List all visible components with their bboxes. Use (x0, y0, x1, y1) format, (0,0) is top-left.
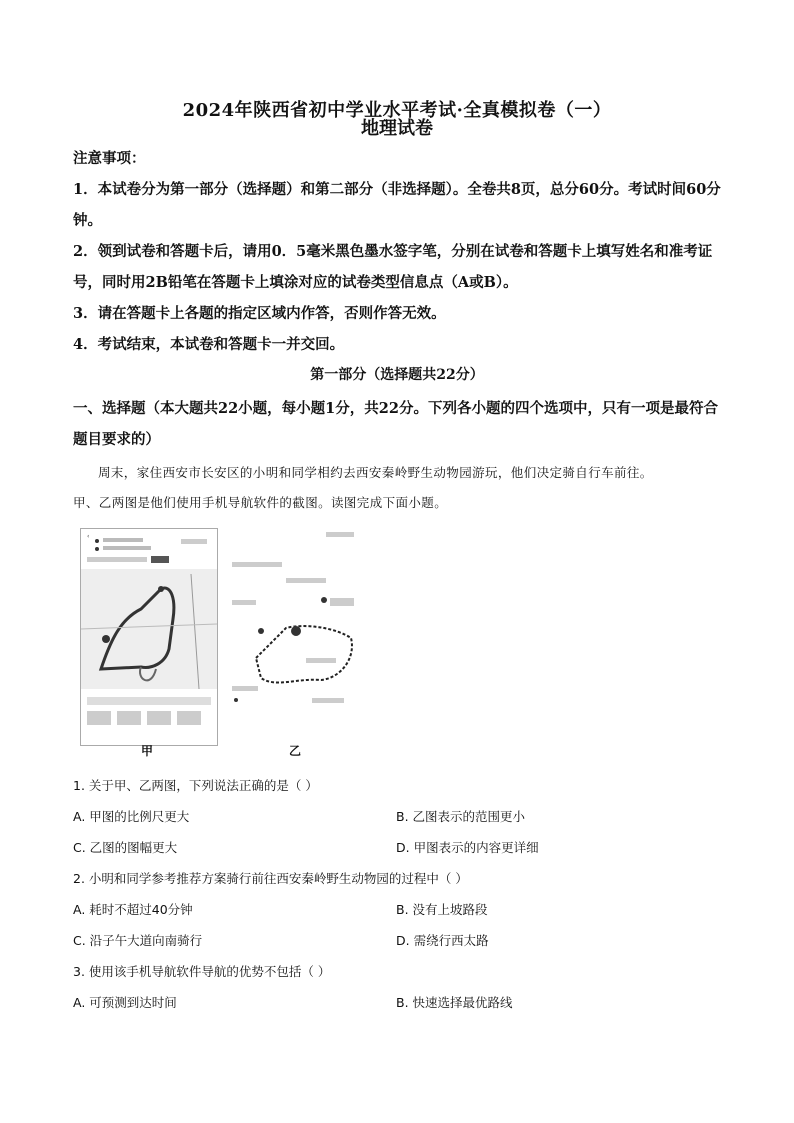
q1-option-a: A. 甲图的比例尺更大 (73, 809, 190, 824)
exam-subtitle: 地理试卷 (361, 118, 433, 139)
q1-option-c: C. 乙图的图幅更大 (73, 840, 178, 855)
question-3-stem: 3. 使用该手机导航软件导航的优势不包括（ ） (73, 964, 331, 979)
map-yi-label: 乙 (289, 744, 302, 758)
q2-option-a: A. 耗时不超过40分钟 (73, 902, 193, 917)
notice-item: 4．考试结束，本试卷和答题卡一并交回。 (73, 336, 345, 353)
notice-item: 2．领到试卷和答题卡后，请用0．5毫米黑色墨水签字笔，分别在试卷和答题卡上填写姓名和准考证号，同时用2B铅笔在答题卡上填涂对应的试卷类型信息点（A或B）。 (73, 243, 713, 291)
passage-line: 甲、乙两图是他们使用手机导航软件的截图。读图完成下面小题。 (73, 495, 448, 510)
notice-item: 1．本试卷分为第一部分（选择题）和第二部分（非选择题）。全卷共8页，总分60分。考试时间60分钟。 (73, 181, 721, 229)
map-yi-image (226, 528, 362, 728)
section-heading: 一、选择题（本大题共22小题，每小题1分，共22分。下列各小题的四个选项中，只有一项是最符合题目要求的） (73, 400, 718, 448)
notice-list (73, 174, 723, 360)
question-2-stem: 2. 小明和同学参考推荐方案骑行前往西安秦岭野生动物园的过程中（ ） (73, 871, 468, 886)
q1-option-d: D. 甲图表示的内容更详细 (396, 840, 539, 855)
q2-option-c: C. 沿子午大道向南骑行 (73, 933, 203, 948)
question-1-stem: 1. 关于甲、乙两图，下列说法正确的是（ ） (73, 778, 318, 793)
exam-title: 2024年陕西省初中学业水平考试·全真模拟卷（一） (182, 100, 612, 121)
map-jia-image (80, 528, 218, 746)
passage-line: 周末，家住西安市长安区的小明和同学相约去西安秦岭野生动物园游玩，他们决定骑自行车前往。 (98, 465, 653, 480)
q1-option-b: B. 乙图表示的范围更小 (396, 809, 526, 824)
notice-item: 3．请在答题卡上各题的指定区域内作答，否则作答无效。 (73, 305, 446, 322)
map-jia-drawing (81, 529, 217, 745)
q2-option-d: D. 需绕行西太路 (396, 933, 489, 948)
map-jia-label: 甲 (141, 744, 154, 758)
svg-text:‹: ‹ (87, 533, 90, 540)
q3-option-a: A. 可预测到达时间 (73, 995, 177, 1010)
part-one-title: 第一部分（选择题共22分） (310, 367, 484, 383)
q2-option-b: B. 没有上坡路段 (396, 902, 488, 917)
map-yi-drawing (226, 528, 362, 728)
reading-passage (73, 458, 723, 518)
q3-option-b: B. 快速选择最优路线 (396, 995, 513, 1010)
notice-heading: 注意事项： (73, 150, 146, 167)
